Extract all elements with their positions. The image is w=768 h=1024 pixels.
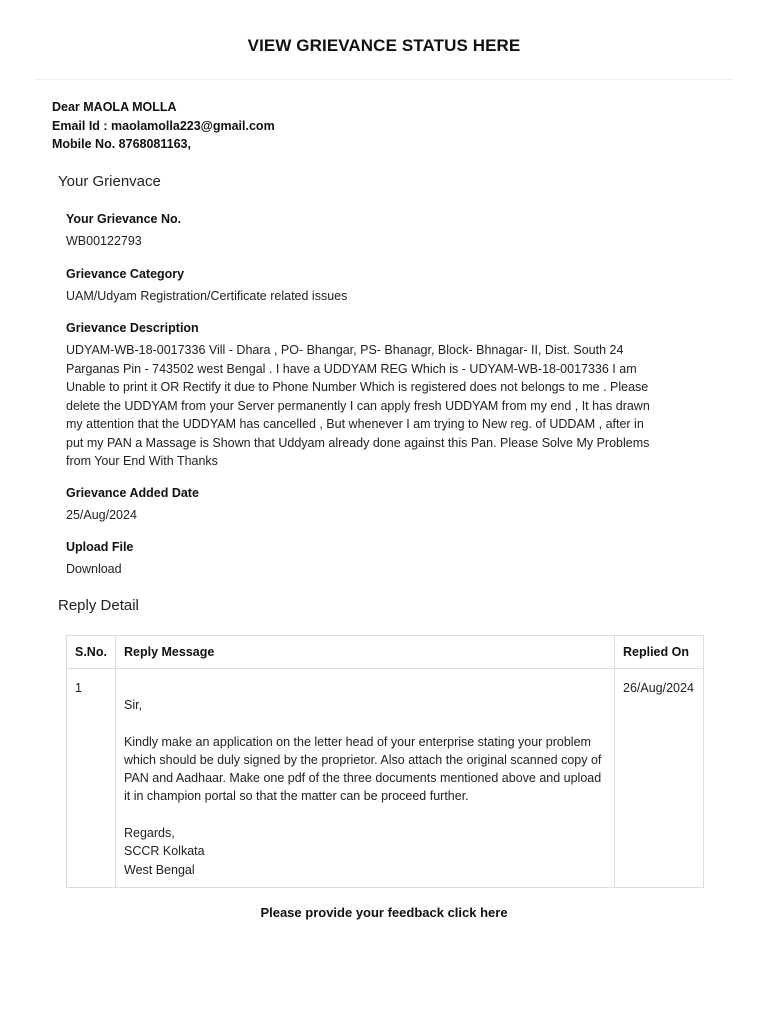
reply-table-header-row (67, 636, 704, 669)
grievance-description-field (66, 321, 656, 471)
user-mobile: Mobile No. 8768081163, (52, 137, 191, 151)
reply-date-cell: 26/Aug/2024 (615, 669, 704, 888)
column-header-replied-on: Replied On (615, 636, 704, 669)
grievance-category-value: UAM/Udyam Registration/Certificate related issues (66, 289, 348, 303)
grievance-section-heading: Your Grienvace (58, 173, 161, 190)
column-header-sno: S.No. (67, 636, 116, 669)
reply-message-cell (116, 669, 615, 888)
upload-file-label: Upload File (66, 540, 134, 554)
grievance-added-date-value: 25/Aug/2024 (66, 508, 137, 522)
table-row (67, 669, 704, 888)
grievance-description-label: Grievance Description (66, 321, 199, 335)
user-email: Email Id : maolamolla223@gmail.com (52, 118, 275, 133)
grievance-description-value: UDYAM-WB-18-0017336 Vill - Dhara , PO- Bhangar, PS- Bhanagr, Block- Bhnagar- II, Dist. South 24 Parganas Pin - 743502 west Bengal . I have a UDDYAM REG Which is - UDYAM-WB-18-0017336 I am Unable to print it OR Rectify it due to Phone Number Which is registered does not belongs to me . Please delete the UDDYAM from your Server permanently I can apply fresh UDDYAM from my end , It has drawn my attention that the UDDYAM has cancelled , But whenever I am trying to New reg. of UDDAM , after in put my PAN a Massage is Shown that Uddyam already done against this Pan. Please Solve My Problems from Your End With Thanks (66, 343, 650, 468)
grievance-added-date-field (66, 486, 666, 525)
title-divider (36, 79, 732, 80)
feedback-link[interactable]: Please provide your feedback click here (260, 905, 508, 920)
reply-message-text: Sir, Kindly make an application on the letter head of your enterprise stating your problem which should be duly signed by the proprietor. Also attach the original scanned copy of PAN and Aadhaar. Make one pdf of the three documents mentioned above and upload it in champion portal so that the matter can be proceed further. Regards, SCCR Kolkata West Bengal (124, 698, 602, 877)
reply-section-heading: Reply Detail (58, 597, 139, 614)
download-link[interactable]: Download (66, 562, 122, 576)
grievance-category-field (66, 267, 666, 306)
reply-sno-cell: 1 (67, 669, 116, 888)
user-info (52, 98, 275, 154)
grievance-category-label: Grievance Category (66, 267, 185, 281)
page-title: VIEW GRIEVANCE STATUS HERE (247, 36, 521, 55)
user-greeting: Dear MAOLA MOLLA (52, 100, 177, 114)
column-header-reply-message: Reply Message (116, 636, 615, 669)
reply-table (66, 635, 704, 888)
grievance-added-date-label: Grievance Added Date (66, 486, 199, 500)
grievance-number-value: WB00122793 (66, 234, 142, 248)
grievance-number-field (66, 212, 666, 251)
grievance-number-label: Your Grievance No. (66, 212, 182, 226)
upload-file-field (66, 540, 666, 579)
